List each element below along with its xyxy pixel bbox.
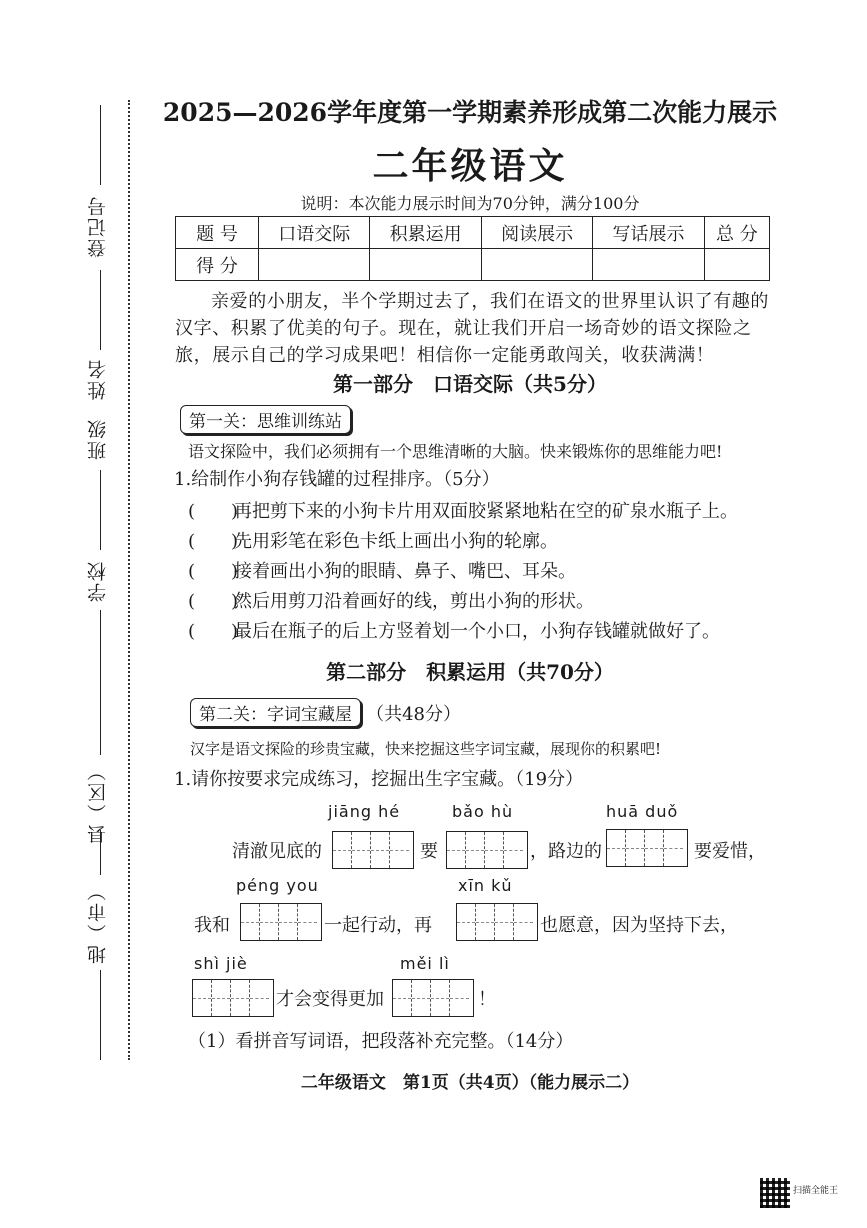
- reg-no-label: 登记号: [87, 195, 109, 258]
- score-table: [175, 216, 770, 281]
- part2-lead: 汉字是语文探险的珍贵宝藏，快来挖掘这些字词宝藏，展现你的积累吧!: [190, 740, 662, 758]
- answer-paren[interactable]: ( ): [188, 621, 239, 642]
- order-item: [188, 588, 594, 615]
- part2-badge: 第二关：字词宝藏屋: [190, 698, 361, 727]
- passage-text: 才会变得更加: [276, 989, 384, 1010]
- passage-text: 我和: [194, 915, 230, 936]
- part1-badge-wrap: [180, 405, 351, 434]
- score-table-header-row: [176, 217, 770, 249]
- page-footer: 二年级语文 第1页（共4页）（能力展示二）: [300, 1073, 640, 1093]
- part2-badge-points: （共48分）: [366, 704, 461, 725]
- score-row-label: 得 分: [176, 249, 259, 281]
- tianzige-box[interactable]: [456, 903, 538, 941]
- order-item-text: 接着画出小狗的眼睛、鼻子、嘴巴、耳朵。: [234, 561, 576, 582]
- exam-note: 说明：本次能力展示时间为70分钟，满分100分: [300, 194, 640, 213]
- tianzige-box[interactable]: [606, 829, 688, 867]
- order-item-text: 然后用剪刀沿着画好的线，剪出小狗的形状。: [234, 591, 594, 612]
- school-label: 学校: [87, 560, 109, 602]
- pinyin-label: péng you: [236, 876, 319, 895]
- class-line: [100, 470, 101, 550]
- tianzige-box[interactable]: [240, 903, 322, 941]
- part1-q1: 1.给制作小狗存钱罐的过程排序。（5分）: [174, 469, 500, 490]
- part1-lead: 语文探险中，我们必须拥有一个思维清晰的大脑。快来锻炼你的思维能力吧!: [188, 442, 723, 461]
- order-item-text: 最后在瓶子的后上方竖着划一个小口，小狗存钱罐就做好了。: [234, 621, 720, 642]
- binding-dotted-line: [128, 100, 130, 1060]
- name-line: [100, 270, 101, 350]
- part2-sub1: （1）看拼音写词语，把段落补充完整。（14分）: [188, 1031, 574, 1052]
- tianzige-box[interactable]: [392, 979, 474, 1017]
- intro-paragraph: 亲爱的小朋友，半个学期过去了，我们在语文的世界里认识了有趣的汉字、积累了优美的句子。现在，就让我们开启一场奇妙的语文探险之旅，展示自己的学习成果吧！相信你一定能勇敢闯关，收获满满！: [175, 291, 769, 366]
- order-item: [188, 498, 738, 525]
- order-item-text: 再把剪下来的小狗卡片用双面胶紧紧地粘在空的矿泉水瓶子上。: [234, 501, 738, 522]
- score-input-cell[interactable]: [593, 249, 704, 281]
- school-line: [100, 610, 101, 755]
- passage-text: ，路边的: [530, 841, 602, 862]
- score-input-cell[interactable]: [704, 249, 769, 281]
- subject-title: 二年级语文: [372, 145, 568, 187]
- order-item: [188, 618, 720, 645]
- passage-text: ！: [478, 989, 496, 1010]
- order-item-text: 先用彩笔在彩色卡纸上画出小狗的轮廓。: [234, 531, 558, 552]
- passage-text: 要: [420, 841, 438, 862]
- score-header-cell: 总 分: [704, 217, 769, 249]
- class-label: 班级: [87, 418, 109, 460]
- answer-paren[interactable]: ( ): [188, 561, 239, 582]
- answer-paren[interactable]: ( ): [188, 531, 239, 552]
- name-label: 姓名: [87, 358, 109, 400]
- pinyin-label: huā duǒ: [606, 802, 679, 821]
- passage-text: 要爱惜，: [694, 841, 766, 862]
- score-header-cell: 积累运用: [370, 217, 481, 249]
- score-input-cell[interactable]: [481, 249, 592, 281]
- answer-paren[interactable]: ( ): [188, 591, 239, 612]
- pinyin-label: měi lì: [400, 954, 450, 973]
- qr-code-icon: [760, 1178, 790, 1208]
- pinyin-label: xīn kǔ: [458, 876, 513, 895]
- passage-text: 也愿意，因为坚持下去，: [540, 915, 738, 936]
- pinyin-label: shì jiè: [194, 954, 248, 973]
- score-table-score-row: [176, 249, 770, 281]
- score-header-cell: 口语交际: [259, 217, 370, 249]
- pinyin-label: jiāng hé: [328, 802, 401, 821]
- exam-title: 2025—2026学年度第一学期素养形成第二次能力展示: [162, 98, 778, 127]
- score-header-cell: 阅读展示: [481, 217, 592, 249]
- tianzige-box[interactable]: [332, 831, 414, 869]
- city-line: [100, 970, 101, 1060]
- passage-text: 清澈见底的: [232, 841, 322, 862]
- tianzige-box[interactable]: [192, 979, 274, 1017]
- part2-title: 第二部分 积累运用（共70分）: [326, 660, 614, 684]
- part1-badge: 第一关：思维训练站: [180, 405, 351, 434]
- order-item: [188, 528, 558, 555]
- part1-title: 第一部分 口语交际（共5分）: [333, 372, 607, 396]
- part2-badge-wrap: [190, 698, 461, 728]
- order-item: [188, 558, 576, 585]
- score-header-cell: 题 号: [176, 217, 259, 249]
- pinyin-label: bǎo hù: [452, 802, 514, 821]
- score-input-cell[interactable]: [370, 249, 481, 281]
- answer-paren[interactable]: ( ): [188, 501, 239, 522]
- passage-text: 一起行动，再: [324, 915, 432, 936]
- score-header-cell: 写话展示: [593, 217, 704, 249]
- county-line: [100, 830, 101, 875]
- tianzige-box[interactable]: [446, 831, 528, 869]
- score-input-cell[interactable]: [259, 249, 370, 281]
- city-label: 地（市）: [87, 880, 109, 964]
- county-label: 县（区）: [87, 760, 109, 844]
- scanner-watermark: 扫描全能王: [793, 1186, 839, 1196]
- reg-no-line: [100, 105, 101, 185]
- part2-q1: 1.请你按要求完成练习，挖掘出生字宝藏。（19分）: [174, 769, 584, 790]
